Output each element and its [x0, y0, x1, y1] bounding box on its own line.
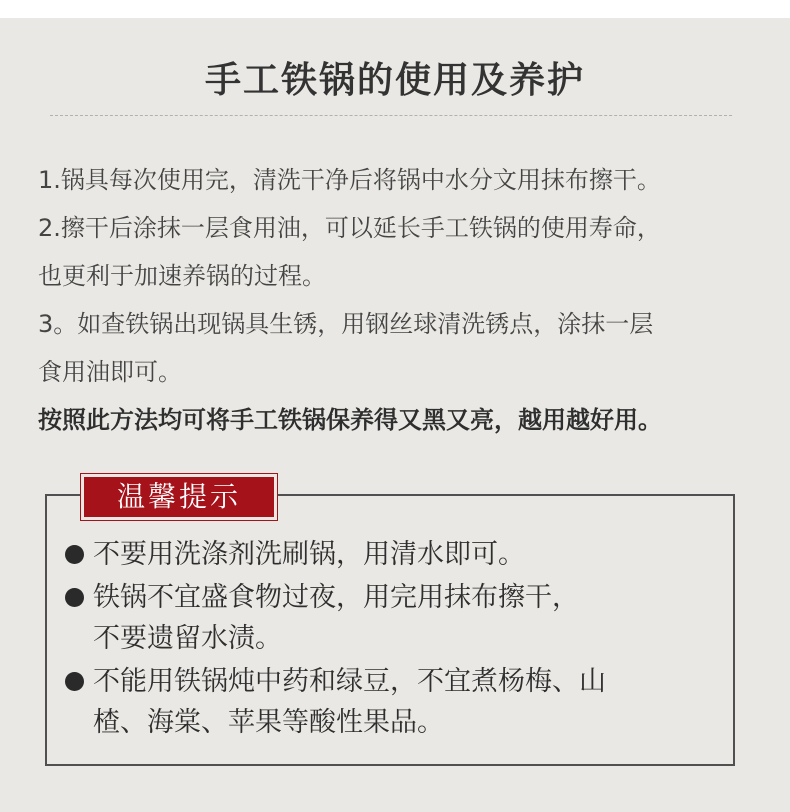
- tip-text: 不要用洗涤剂洗刷锅，用清水即可。: [93, 539, 525, 570]
- care-guide-panel: [0, 18, 790, 812]
- instruction-line: 1.锅具每次使用完，清洗干净后将锅中水分文用抹布擦干。: [38, 166, 661, 194]
- tip-text: 不要遗留水渍。: [93, 623, 282, 654]
- instruction-line: 食用油即可。: [38, 358, 182, 386]
- instructions-list: [38, 156, 758, 444]
- summary-line: 按照此方法均可将手工铁锅保养得又黑又亮，越用越好用。: [38, 406, 662, 434]
- filled-circle-bullet-icon: [65, 545, 84, 564]
- instruction-line: 2.擦干后涂抹一层食用油，可以延长手工铁锅的使用寿命，: [38, 214, 661, 242]
- filled-circle-bullet-icon: [65, 588, 84, 607]
- page-title: 手工铁锅的使用及养护: [204, 60, 585, 101]
- tips-box: [45, 480, 735, 766]
- tip-text: 楂、海棠、苹果等酸性果品。: [93, 707, 444, 738]
- instruction-line: 也更利于加速养锅的过程。: [38, 262, 326, 290]
- tip-item: [63, 534, 723, 575]
- tip-item: [63, 661, 723, 743]
- instruction-line: 3。如查铁锅出现锅具生锈，用钢丝球清洗锈点，涂抹一层: [38, 310, 654, 338]
- filled-circle-bullet-icon: [65, 672, 84, 691]
- tip-text: 不能用铁锅炖中药和绿豆，不宜煮杨梅、山: [93, 666, 606, 697]
- tips-heading-badge: 温馨提示: [81, 474, 277, 520]
- title-divider: [50, 115, 732, 116]
- tip-text: 铁锅不宜盛食物过夜，用完用抹布擦干，: [93, 582, 579, 613]
- tip-item: [63, 577, 723, 659]
- tips-list: [63, 534, 723, 745]
